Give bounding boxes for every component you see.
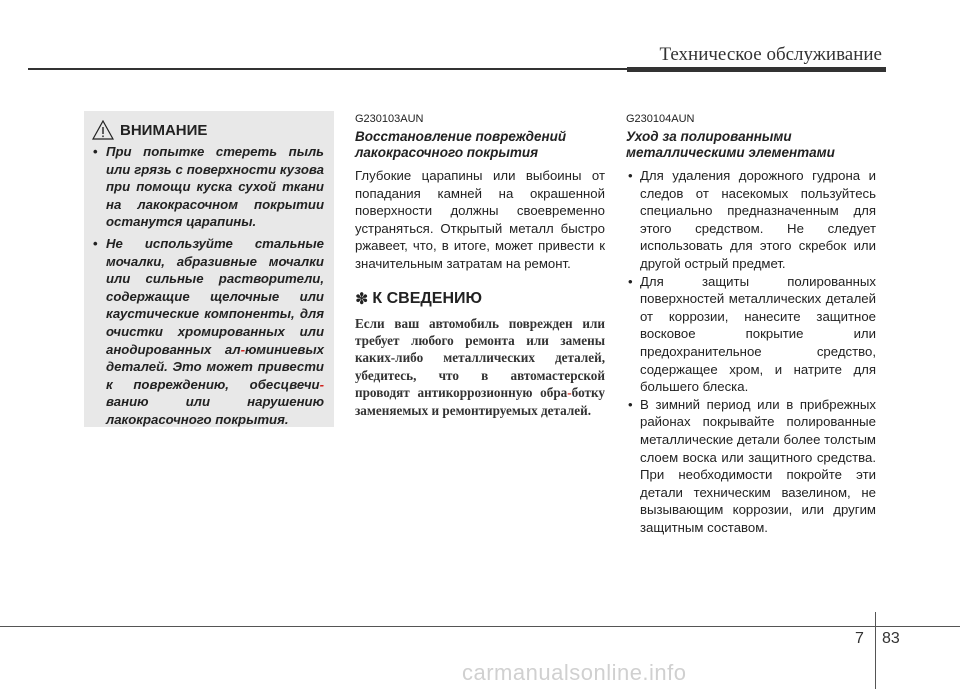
watermark: carmanualsonline.info <box>462 660 687 685</box>
info-title: К СВЕДЕНИЮ <box>372 289 483 307</box>
page-header-title: Техническое обслуживание <box>659 44 882 65</box>
star-icon: ✽ <box>355 290 369 308</box>
warning-list <box>92 143 324 429</box>
list-item: • Для защиты полированных поверхностей металлических деталей от коррозии, нанесите защитное восковое покрытие или предохранительное средство, содержащее хром, и натрите для большего блеска. <box>626 273 876 396</box>
info-text <box>355 315 605 419</box>
warning-item-text: юминиевых деталей. Это может привести к повреждению, обесцвечи <box>106 341 324 392</box>
header-rule-accent <box>627 67 886 72</box>
warning-triangle-icon <box>92 120 114 140</box>
info-text-part: ботку заменяемых и ремонтируемых деталей. <box>355 385 605 418</box>
section-title: Уход за полированными металлическими элементами <box>626 129 835 160</box>
warning-item-text: Не используйте стальные мочалки, абразивные мочалки или сильные растворители, содержащие щелочные или каустические компоненты, для очистки хромированных или анодированных ал <box>106 235 324 357</box>
page-number: 83 <box>882 630 900 647</box>
warning-header <box>92 120 324 140</box>
section-code: G230103AUN <box>355 113 424 125</box>
section-number: 7 <box>855 630 864 647</box>
red-hyphen: - <box>319 376 324 392</box>
list-item: • В зимний период или в прибрежных районах покрывайте полированные металлические детали более толстым слоем воска или защитного средства. При необходимости покройте эти детали техническим вазелином, не вызывающим коррозии, или другим защитным составом. <box>626 396 876 537</box>
right-column <box>626 113 876 536</box>
section-paragraph: Глубокие царапины или выбоины от попадания камней на окрашенной поверхности должны своевременно устраняться. Открытый металл быстро ржавеет, что, в итоге, может привести к значительным затратам на ремонт. <box>355 168 605 271</box>
list-item: • Для удаления дорожного гудрона и следов от насекомых пользуйтесь специально предназначенным для этого средством. Не следует использовать для этого скребок или другой острый предмет. <box>626 167 876 273</box>
page-number-divider <box>875 612 876 689</box>
section-title: Восстановление повреждений лакокрасочного покрытия <box>355 129 567 160</box>
red-hyphen: - <box>567 385 572 401</box>
info-text-part: Если ваш автомобиль поврежден или требует любого ремонта или замены каких-либо металлических деталей, убедитесь, что в автомастерской проводят антикоррозионную обра <box>355 315 605 401</box>
red-hyphen: - <box>240 341 246 357</box>
warning-title: ВНИМАНИЕ <box>120 121 208 139</box>
bullet-list <box>626 167 876 536</box>
info-header <box>355 289 605 309</box>
warning-item <box>92 143 324 231</box>
warning-item-text: ванию или нарушению лакокрасочного покрытия. <box>106 394 324 427</box>
middle-column <box>355 113 605 419</box>
section-code: G230104AUN <box>626 113 695 125</box>
warning-item-text: При попытке стереть пыль или грязь с поверхности кузова при помощи куска сухой ткани на лакокрасочном покрытии останутся царапины. <box>106 144 324 230</box>
warning-box <box>84 111 334 427</box>
warning-item <box>92 235 324 429</box>
footer-rule <box>0 626 960 627</box>
